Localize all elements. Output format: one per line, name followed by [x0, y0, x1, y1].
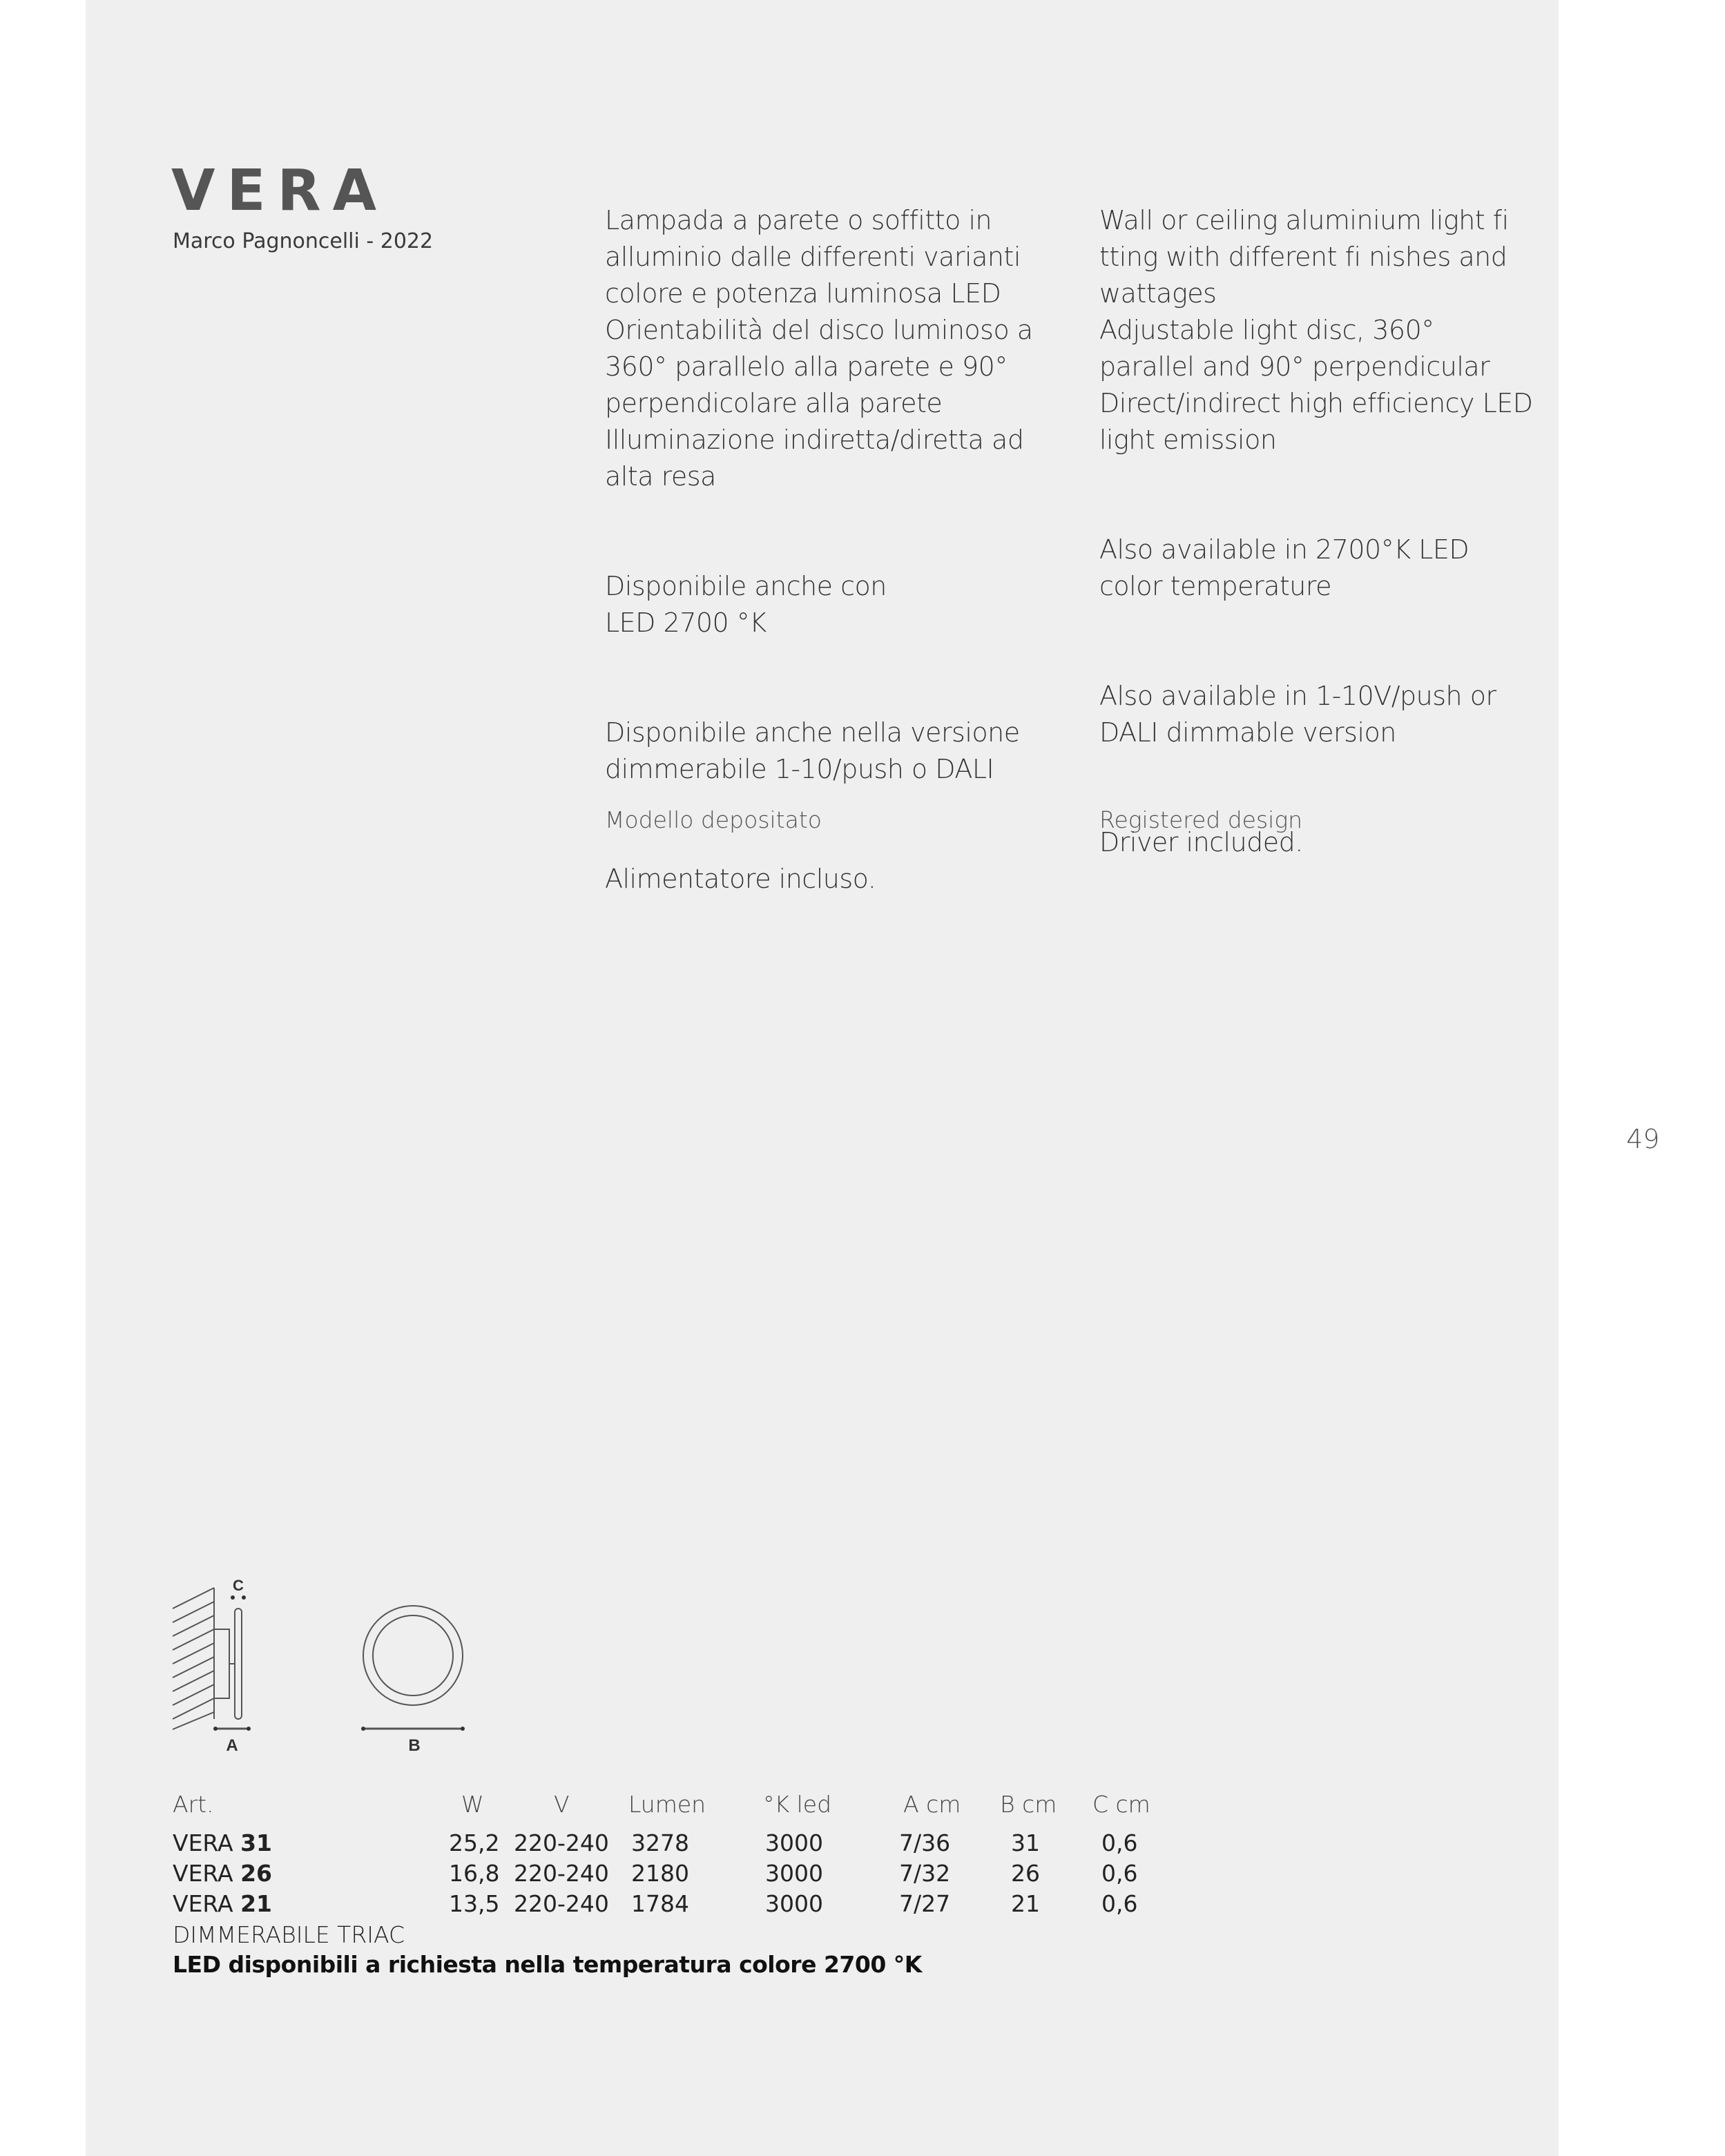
header-art: Art. — [173, 1791, 214, 1818]
row-w: 13,5 — [449, 1890, 500, 1917]
dimension-label-a: A — [226, 1736, 238, 1755]
row-article: VERA 21 — [173, 1890, 273, 1917]
row-w: 16,8 — [449, 1860, 500, 1887]
desc-it-paragraph: Lampada a parete o soffitto in alluminio dalle differenti varianti colore e potenza luminosa LED Orientabilità del disco luminoso a 360° parallelo alla parete e 90° perpendicolare alla parete Illuminazione indiretta/diretta ad alta resa — [605, 205, 1033, 492]
row-b: 26 — [1011, 1860, 1040, 1887]
row-v: 220-240 — [514, 1860, 609, 1887]
row-kelvin: 3000 — [765, 1829, 823, 1856]
header-v: V — [554, 1791, 570, 1818]
row-b: 31 — [1011, 1829, 1040, 1856]
side-view — [173, 1588, 251, 1731]
led-availability-note: LED disponibili a richiesta nella temperatura colore 2700 °K — [173, 1951, 922, 1978]
page-number: 49 — [1626, 1124, 1660, 1154]
row-v: 220-240 — [514, 1890, 609, 1917]
row-kelvin: 3000 — [765, 1860, 823, 1887]
desc-en-paragraph: Also available in 2700°K LED color temperature — [1099, 534, 1469, 601]
row-a: 7/32 — [899, 1860, 951, 1887]
row-kelvin: 3000 — [765, 1890, 823, 1917]
product-title: VERA — [171, 158, 389, 224]
desc-en-paragraph: Driver included. — [1099, 827, 1303, 857]
row-article: VERA 26 — [173, 1860, 273, 1887]
desc-it-paragraph: Disponibile anche nella versione dimmerabile 1-10/push o DALI — [605, 717, 1020, 784]
header-b: B cm — [1000, 1791, 1057, 1818]
header-lumen: Lumen — [628, 1791, 706, 1818]
header-c: C cm — [1092, 1791, 1150, 1818]
row-v: 220-240 — [514, 1829, 609, 1856]
row-article: VERA 31 — [173, 1829, 273, 1856]
front-view — [361, 1606, 465, 1731]
row-lumen: 2180 — [631, 1860, 689, 1887]
description-italian — [605, 166, 1047, 971]
row-w: 25,2 — [449, 1829, 500, 1856]
desc-it-paragraph: Disponibile anche con LED 2700 °K — [605, 571, 887, 638]
row-lumen: 1784 — [631, 1890, 689, 1917]
row-lumen: 3278 — [631, 1829, 689, 1856]
row-c: 0,6 — [1101, 1860, 1138, 1887]
row-a: 7/27 — [899, 1890, 951, 1917]
desc-it-paragraph: Alimentatore incluso. — [605, 864, 876, 894]
dimmable-note: DIMMERABILE TRIAC — [173, 1921, 405, 1948]
legal-note-english: Registered design — [1099, 806, 1303, 833]
technical-drawing — [166, 1574, 483, 1760]
header-a: A cm — [903, 1791, 961, 1818]
product-author: Marco Pagnoncelli - 2022 — [173, 229, 434, 253]
legal-note-italian: Modello depositato — [605, 806, 822, 833]
dimension-label-b: B — [408, 1736, 421, 1755]
desc-en-paragraph: Wall or ceiling aluminium light fi tting with different fi nishes and wattages Adjustable light disc, 360° parallel and 90° perpendicular Direct/indirect high efficiency LED light emission — [1099, 205, 1533, 455]
dimension-label-c: C — [233, 1577, 244, 1594]
row-c: 0,6 — [1101, 1890, 1138, 1917]
row-a: 7/36 — [899, 1829, 951, 1856]
header-kelvin: °K led — [763, 1791, 832, 1818]
header-w: W — [461, 1791, 484, 1818]
row-b: 21 — [1011, 1890, 1040, 1917]
row-c: 0,6 — [1101, 1829, 1138, 1856]
desc-en-paragraph: Also available in 1-10V/push or DALI dimmable version — [1099, 681, 1496, 748]
